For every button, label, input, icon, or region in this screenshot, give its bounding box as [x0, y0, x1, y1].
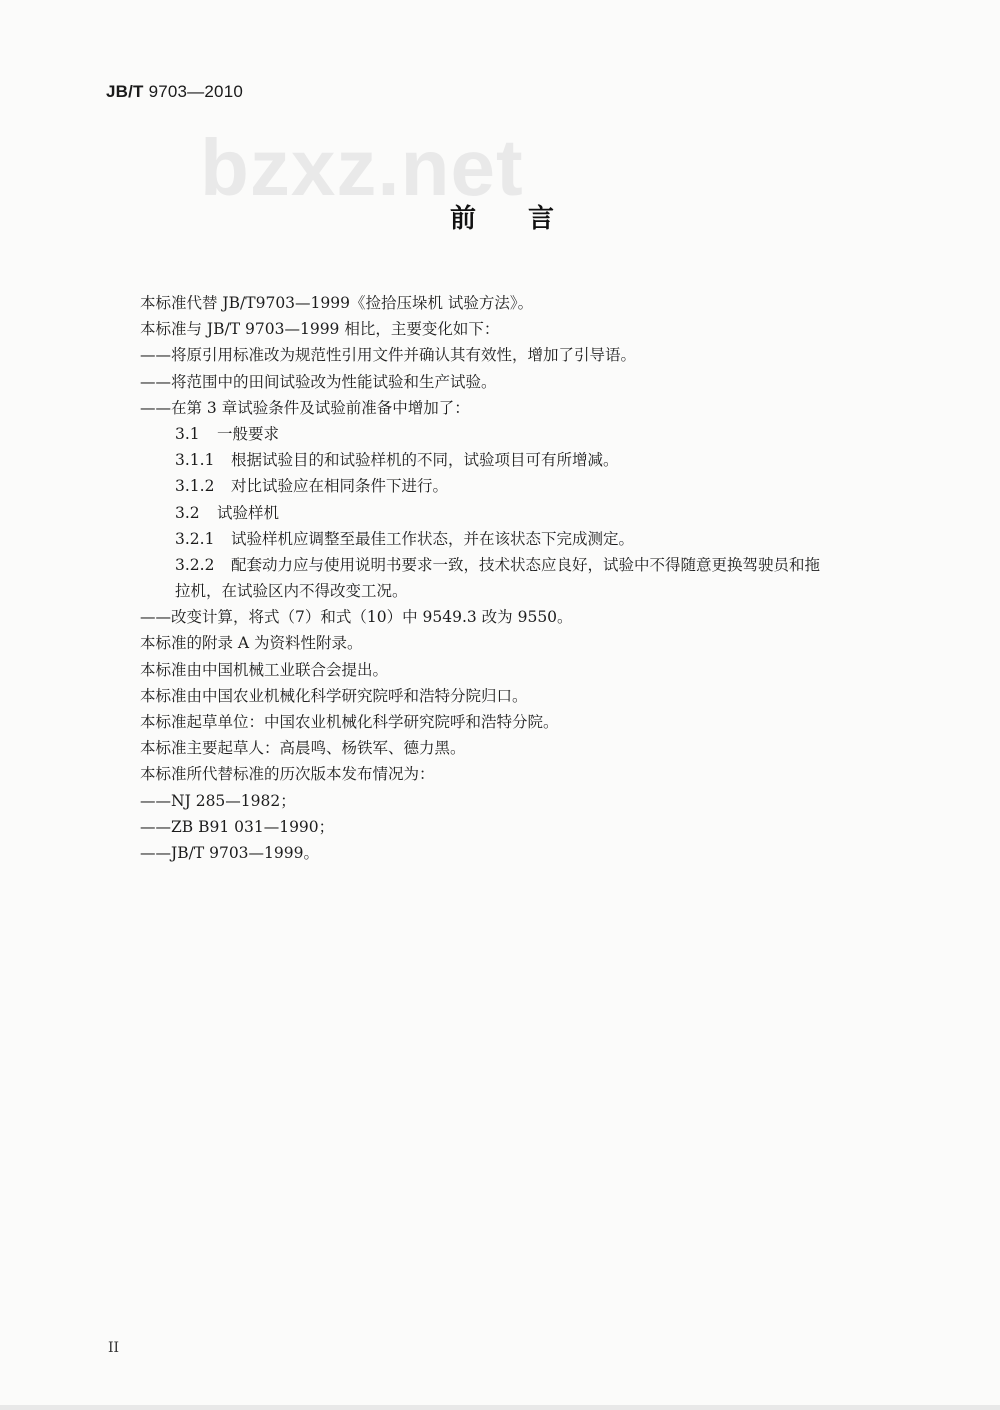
- line-text: ——JB/T 9703—1999。: [140, 843, 319, 862]
- foreword-line: [0, 709, 1000, 735]
- foreword-line: [0, 447, 1000, 473]
- line-text: ——ZB B91 031—1990；: [140, 817, 335, 836]
- foreword-line: [0, 526, 1000, 552]
- line-text: ——将范围中的田间试验改为性能试验和生产试验。: [140, 372, 497, 391]
- foreword-line: [0, 840, 1000, 866]
- clause-number: 3.2.2: [175, 555, 215, 574]
- line-text: 本标准由中国机械工业联合会提出。: [140, 660, 389, 679]
- line-text: 本标准代替 JB/T9703—1999《捡拾压垛机 试验方法》。: [140, 294, 534, 312]
- foreword-line: [0, 290, 1000, 316]
- clause-number: 3.1.2: [175, 477, 215, 496]
- line-text: 本标准所代替标准的历次版本发布情况为：: [140, 765, 435, 784]
- line-text: 一般要求: [217, 424, 280, 443]
- foreword-line: [0, 604, 1000, 630]
- line-text: 本标准与 JB/T 9703—1999 相比，主要变化如下：: [140, 320, 500, 339]
- standard-code-prefix: JB/T: [106, 82, 144, 101]
- foreword-line: [0, 814, 1000, 840]
- line-text: ——将原引用标准改为规范性引用文件并确认其有效性，增加了引导语。: [140, 346, 637, 365]
- line-text: ——NJ 285—1982；: [140, 791, 296, 810]
- foreword-line: [0, 578, 1000, 604]
- foreword-line: [0, 500, 1000, 526]
- line-text: 本标准主要起草人：高晨鸣、杨铁军、德力黑。: [140, 739, 466, 758]
- foreword-line: [0, 630, 1000, 656]
- line-text: 试验样机应调整至最佳工作状态，并在该状态下完成测定。: [231, 529, 635, 548]
- foreword-line: [0, 316, 1000, 342]
- line-text: 本标准的附录 A 为资料性附录。: [140, 634, 363, 653]
- foreword-line: [0, 788, 1000, 814]
- line-text: 本标准由中国农业机械化科学研究院呼和浩特分院归口。: [140, 686, 528, 705]
- foreword-line: [0, 552, 1000, 578]
- line-text: 本标准起草单位：中国农业机械化科学研究院呼和浩特分院。: [140, 713, 559, 731]
- foreword-line: [0, 683, 1000, 709]
- line-text: 配套动力应与使用说明书要求一致，技术状态应良好，试验中不得随意更换驾驶员和拖: [231, 555, 821, 574]
- clause-number: 3.2: [175, 503, 200, 522]
- foreword-line: [0, 657, 1000, 683]
- line-text: ——改变计算，将式（7）和式（10）中 9549.3 改为 9550。: [140, 608, 573, 627]
- clause-number: 3.2.1: [175, 529, 215, 548]
- standard-code-header: [106, 82, 243, 102]
- page-title: 前言: [450, 204, 607, 234]
- standard-code-number: 9703—2010: [143, 82, 244, 101]
- line-text: ——在第 3 章试验条件及试验前准备中增加了：: [140, 398, 470, 417]
- foreword-line: [0, 421, 1000, 447]
- watermark: bzxz.net: [200, 123, 524, 212]
- page-bottom-edge: [0, 1405, 1000, 1410]
- foreword-line: [0, 473, 1000, 499]
- foreword-line: [0, 395, 1000, 421]
- clause-number: 3.1.1: [175, 451, 215, 470]
- line-text: 根据试验目的和试验样机的不同，试验项目可有所增减。: [231, 451, 619, 470]
- line-text: 对比试验应在相同条件下进行。: [231, 477, 449, 496]
- foreword-line: [0, 761, 1000, 787]
- clause-number: 3.1: [175, 424, 200, 443]
- foreword-line: [0, 369, 1000, 395]
- page-number: II: [108, 1340, 120, 1356]
- line-text: 拉机，在试验区内不得改变工况。: [175, 582, 408, 601]
- line-text: 试验样机: [217, 503, 280, 522]
- foreword-line: [0, 735, 1000, 761]
- foreword-line: [0, 342, 1000, 368]
- foreword-body: [0, 290, 1000, 866]
